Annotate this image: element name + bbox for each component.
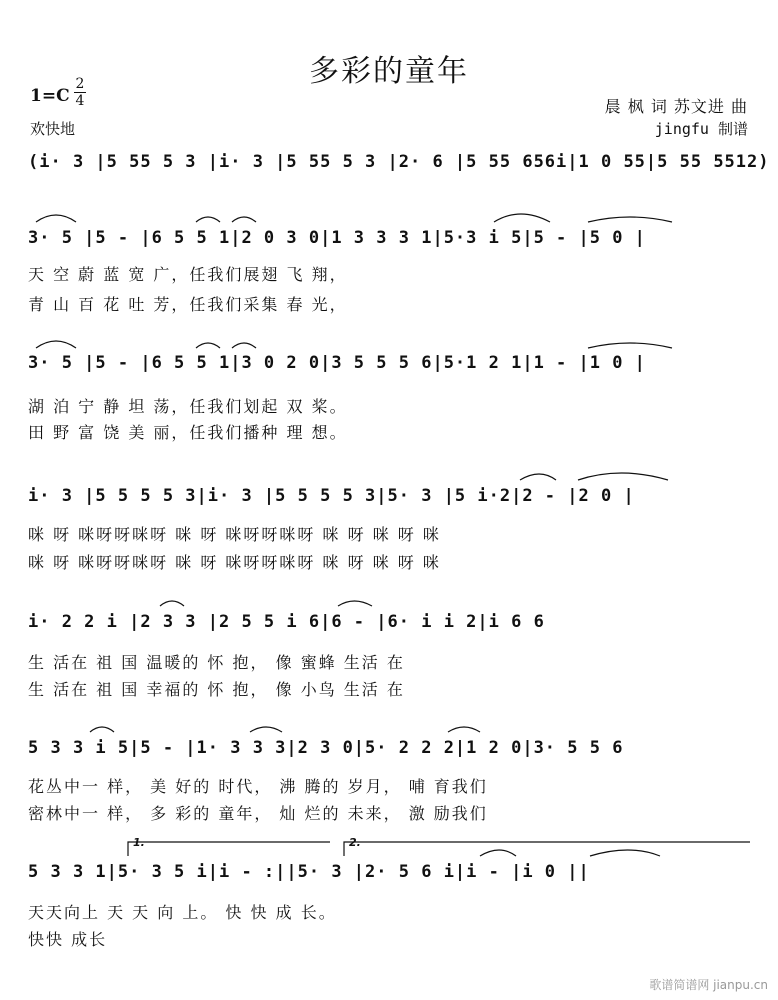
lyric-line-7b: 快快 成长 (28, 930, 108, 949)
slur-mark (590, 850, 660, 856)
lyric-line-5a: 生 活在 祖 国 温暖的 怀 抱， 像 蜜蜂 生活 在 (28, 653, 405, 672)
lyric-line-2b: 青 山 百 花 吐 芳，任我们采集 春 光， (28, 295, 348, 314)
lyric-line-6b: 密林中一 样， 多 彩的 童年， 灿 烂的 未来， 激 励我们 (28, 804, 488, 823)
score-line-7: 5 3 3 1|5· 3 5 i|i - :||5· 3 |2· 5 6 i|i - |i 0 || (28, 862, 590, 882)
slur-mark (232, 217, 256, 222)
lyric-line-5b: 生 活在 祖 国 幸福的 怀 抱， 像 小鸟 生活 在 (28, 680, 405, 699)
score-maker: jingfu 制谱 (654, 120, 748, 138)
lyric-line-6a: 花丛中一 样， 美 好的 时代， 沸 腾的 岁月， 哺 育我们 (28, 777, 488, 796)
slur-mark (588, 343, 672, 348)
slur-mark (36, 341, 76, 348)
tempo-marking: 欢快地 (30, 120, 76, 138)
lyric-line-3a: 湖 泊 宁 静 坦 荡，任我们划起 双 桨。 (28, 397, 348, 416)
slur-mark (250, 727, 282, 732)
lyric-line-2a: 天 空 蔚 蓝 宽 广，任我们展翅 飞 翔， (28, 265, 348, 284)
slur-mark (494, 214, 550, 222)
slur-mark (196, 217, 220, 222)
score-line-4: i· 3 |5 5 5 5 3|i· 3 |5 5 5 5 3|5· 3 |5 i·2|2 - |2 0 | (28, 486, 635, 506)
time-bottom: 4 (75, 93, 85, 109)
slur-mark (480, 850, 516, 856)
volta-bracket (128, 842, 330, 856)
lyric-line-7a: 天天向上 天 天 向 上。 快 快 成 长。 (28, 903, 337, 922)
score-line-1: (i· 3 |5 55 5 3 |i· 3 |5 55 5 3 |2· 6 |5 55 656i|1 0 55|5 55 5512) (28, 152, 770, 172)
score-line-5: i· 2 2 i |2 3 3 |2 5 5 i 6|6 - |6· i i 2|i 6 6 (28, 612, 545, 632)
slur-mark (588, 217, 672, 222)
slur-mark (520, 474, 556, 480)
watermark: 歌谱简谱网 jianpu.cn (649, 978, 768, 992)
slur-mark (448, 727, 480, 732)
score-line-3: 3· 5 |5 - |6 5 5 1|3 0 2 0|3 5 5 5 6|5·1 2 1|1 - |1 0 | (28, 353, 646, 373)
credits: 晨 枫 词 苏文进 曲 (604, 97, 748, 116)
slur-mark (160, 601, 184, 606)
lyric-line-4b: 咪 呀 咪呀呀咪呀 咪 呀 咪呀呀咪呀 咪 呀 咪 呀 咪 (28, 553, 441, 572)
time-top: 2 (75, 76, 85, 92)
slur-mark (196, 343, 220, 348)
slur-mark (338, 601, 372, 606)
score-line-2: 3· 5 |5 - |6 5 5 1|2 0 3 0|1 3 3 3 1|5·3 i 5|5 - |5 0 | (28, 228, 646, 248)
lyric-line-3b: 田 野 富 饶 美 丽，任我们播种 理 想。 (28, 423, 348, 442)
volta-bracket (344, 842, 750, 856)
score-line-6: 5 3 3 i 5|5 - |1· 3 3 3|2 3 0|5· 2 2 2|1 2 0|3· 5 5 6 (28, 738, 624, 758)
slur-mark (36, 215, 76, 222)
slur-mark (232, 343, 256, 348)
volta-2-label: 2. (349, 836, 361, 849)
volta-1-label: 1. (133, 836, 145, 849)
key-signature: 1=C (30, 86, 70, 106)
lyric-line-4a: 咪 呀 咪呀呀咪呀 咪 呀 咪呀呀咪呀 咪 呀 咪 呀 咪 (28, 525, 441, 544)
slur-mark (90, 727, 114, 732)
song-title: 多彩的童年 (309, 54, 469, 89)
slur-mark (578, 473, 668, 480)
